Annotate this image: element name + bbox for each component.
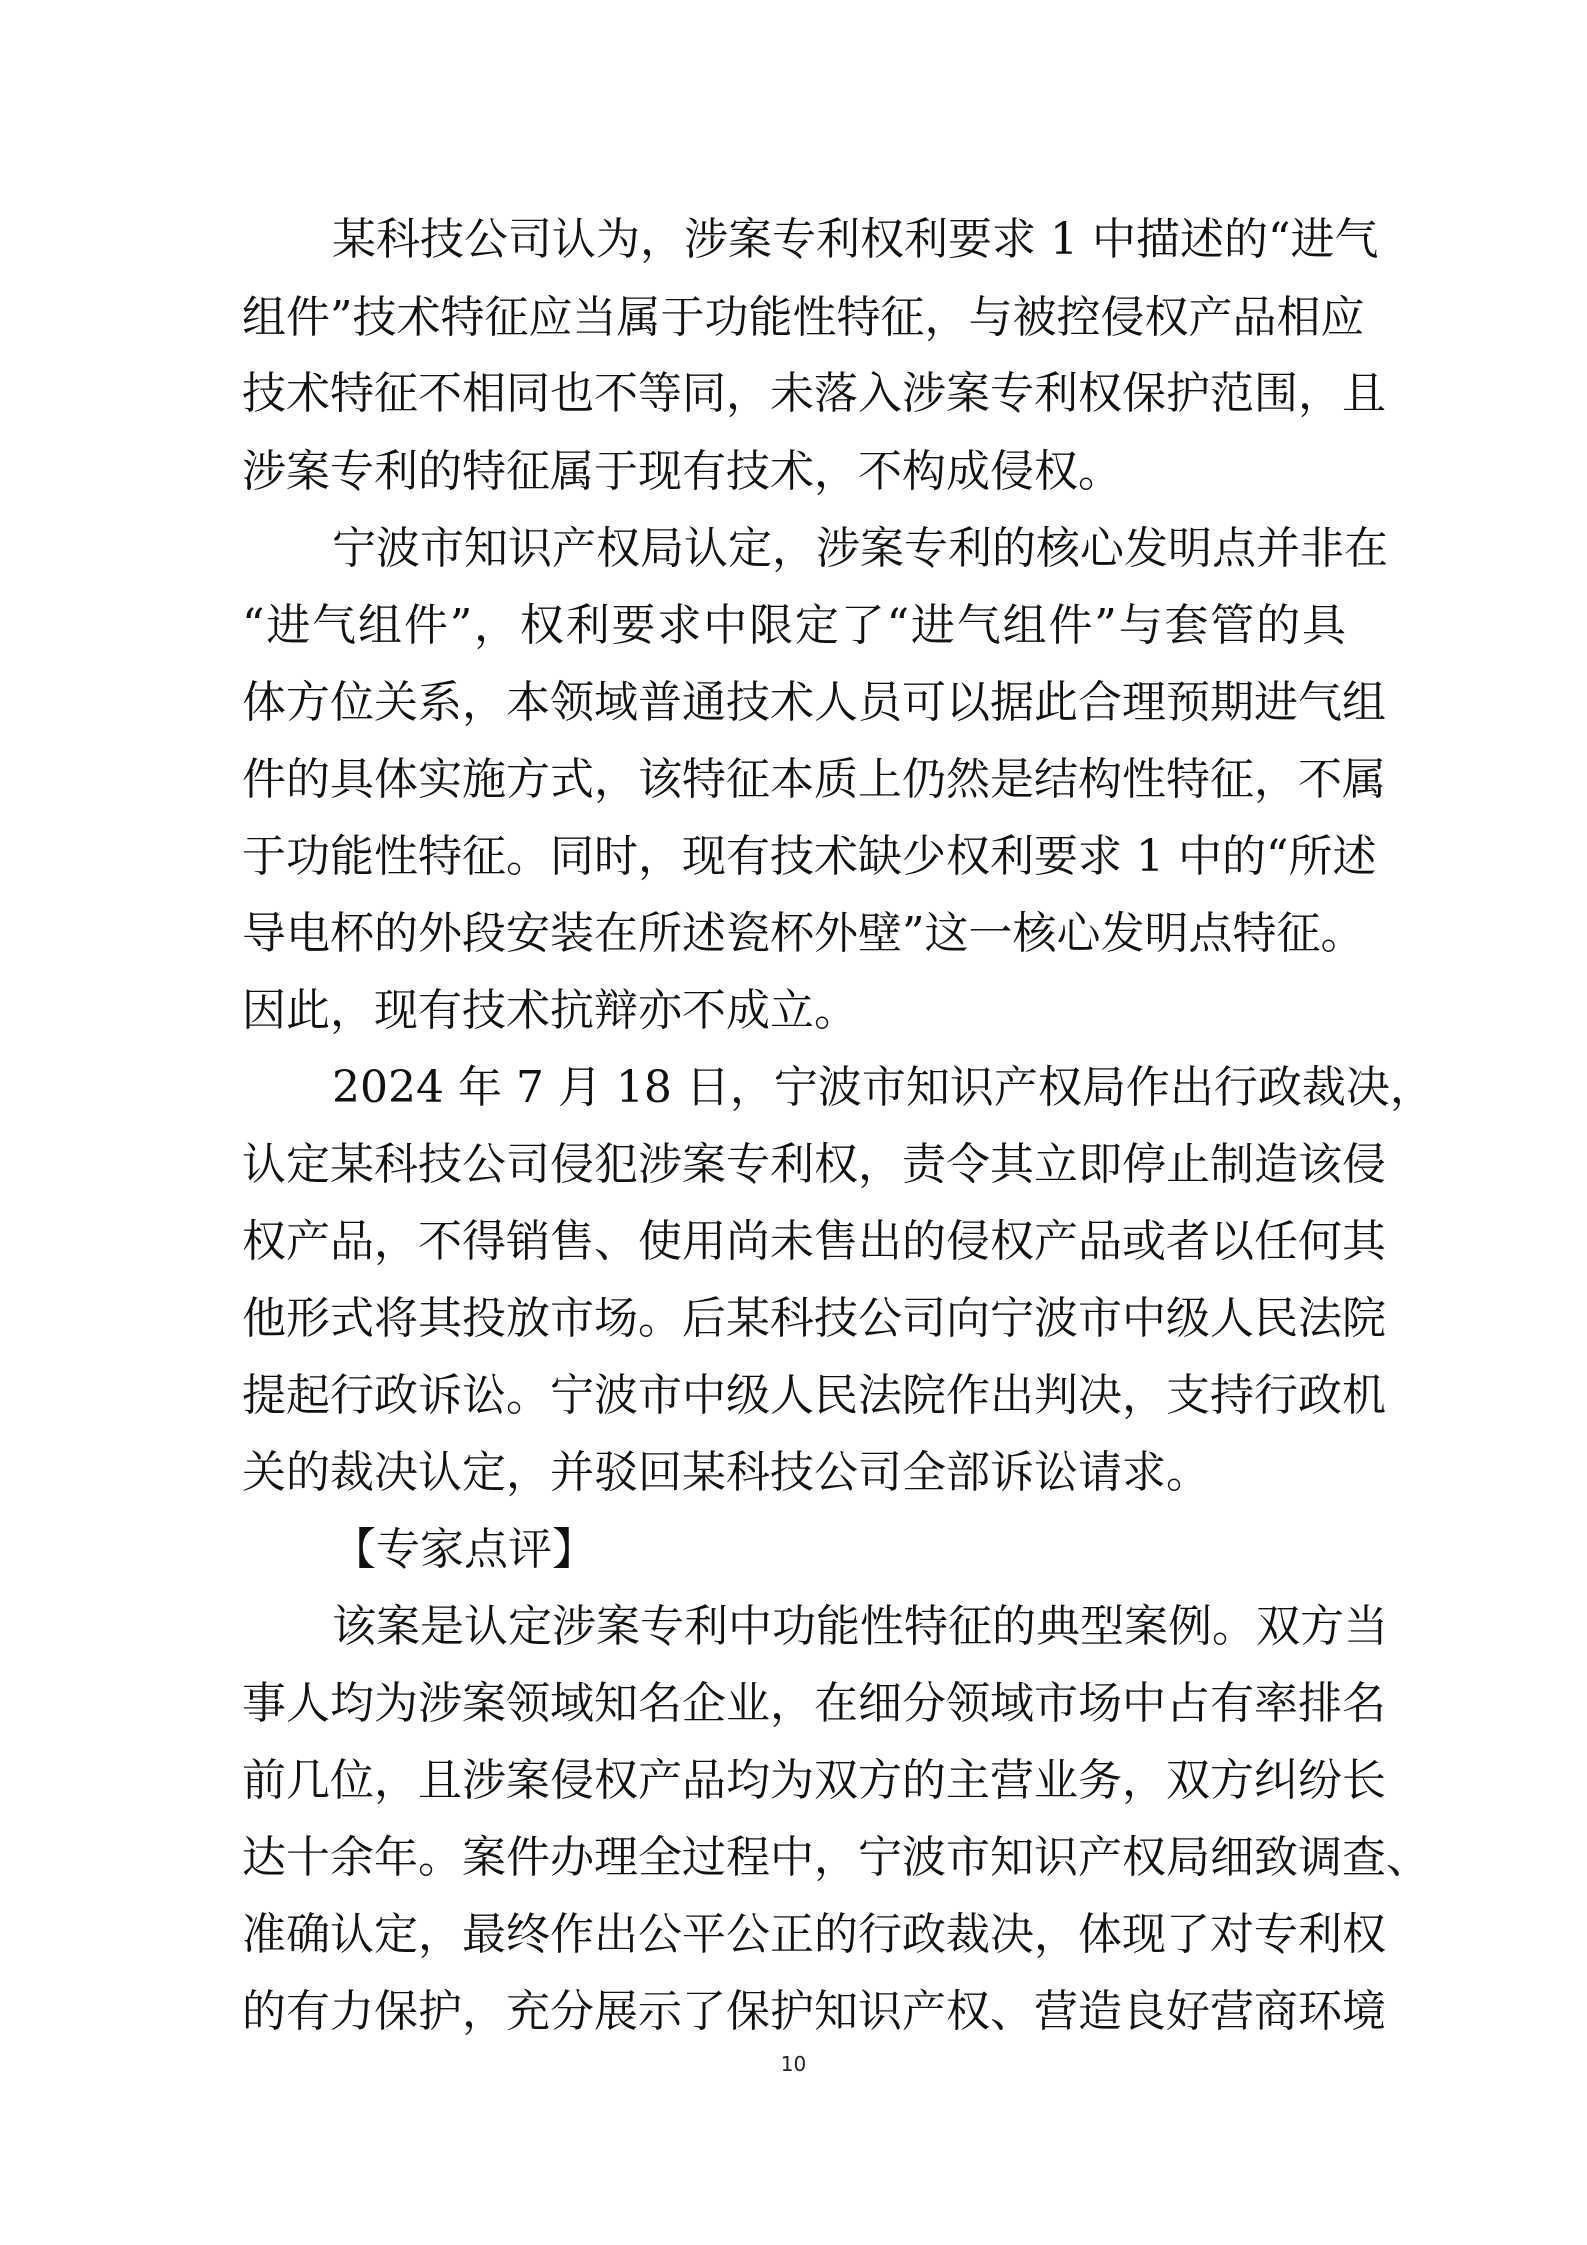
paragraph-3-line-1: 2024 年 7 月 18 日，宁波市知识产权局作出行政裁决， (332, 1062, 1434, 1113)
paragraph-2-line-3: 体方位关系，本领域普通技术人员可以据此合理预期进气组 (242, 677, 1386, 728)
paragraph-4-line-4: 达十余年。案件办理全过程中，宁波市知识产权局细致调查、 (242, 1832, 1430, 1883)
paragraph-4-line-1: 该案是认定涉案专利中功能性特征的典型案例。双方当 (332, 1601, 1388, 1652)
paragraph-2-line-5: 于功能性特征。同时，现有技术缺少权利要求 1 中的“所述 (242, 831, 1377, 882)
page-number: 10 (780, 2052, 807, 2076)
paragraph-3-line-2: 认定某科技公司侵犯涉案专利权，责令其立即停止制造该侵 (242, 1139, 1386, 1190)
paragraph-3-line-4: 他形式将其投放市场。后某科技公司向宁波市中级人民法院 (242, 1293, 1386, 1344)
paragraph-2-line-7: 因此，现有技术抗辩亦不成立。 (242, 985, 858, 1036)
paragraph-2-line-6: 导电杯的外段安装在所述瓷杯外壁”这一核心发明点特征。 (242, 908, 1365, 959)
paragraph-2-line-1: 宁波市知识产权局认定，涉案专利的核心发明点并非在 (332, 523, 1388, 574)
paragraph-4-line-3: 前几位，且涉案侵权产品均为双方的主营业务，双方纠纷长 (242, 1755, 1386, 1806)
paragraph-3-line-6: 关的裁决认定，并驳回某科技公司全部诉讼请求。 (242, 1447, 1210, 1498)
paragraph-1-line-2: 组件”技术特征应当属于功能性特征，与被控侵权产品相应 (242, 292, 1365, 343)
paragraph-4-line-6: 的有力保护，充分展示了保护知识产权、营造良好营商环境 (242, 1986, 1386, 2037)
section-heading-expert-review: 【专家点评】 (332, 1524, 596, 1575)
paragraph-2-line-2: “进气组件”，权利要求中限定了“进气组件”与套管的具 (242, 600, 1346, 651)
paragraph-3-line-5: 提起行政诉讼。宁波市中级人民法院作出判决，支持行政机 (242, 1370, 1386, 1421)
paragraph-4-line-2: 事人均为涉案领域知名企业，在细分领域市场中占有率排名 (242, 1678, 1386, 1729)
paragraph-2-line-4: 件的具体实施方式，该特征本质上仍然是结构性特征，不属 (242, 754, 1386, 805)
paragraph-4-line-5: 准确认定，最终作出公平公正的行政裁决，体现了对专利权 (242, 1909, 1386, 1960)
paragraph-1-line-3: 技术特征不相同也不等同，未落入涉案专利权保护范围，且 (242, 368, 1386, 419)
paragraph-1-line-1: 某科技公司认为，涉案专利权利要求 1 中描述的“进气 (332, 214, 1379, 265)
paragraph-3-line-3: 权产品，不得销售、使用尚未售出的侵权产品或者以任何其 (242, 1216, 1386, 1267)
paragraph-1-line-4: 涉案专利的特征属于现有技术，不构成侵权。 (242, 446, 1122, 497)
